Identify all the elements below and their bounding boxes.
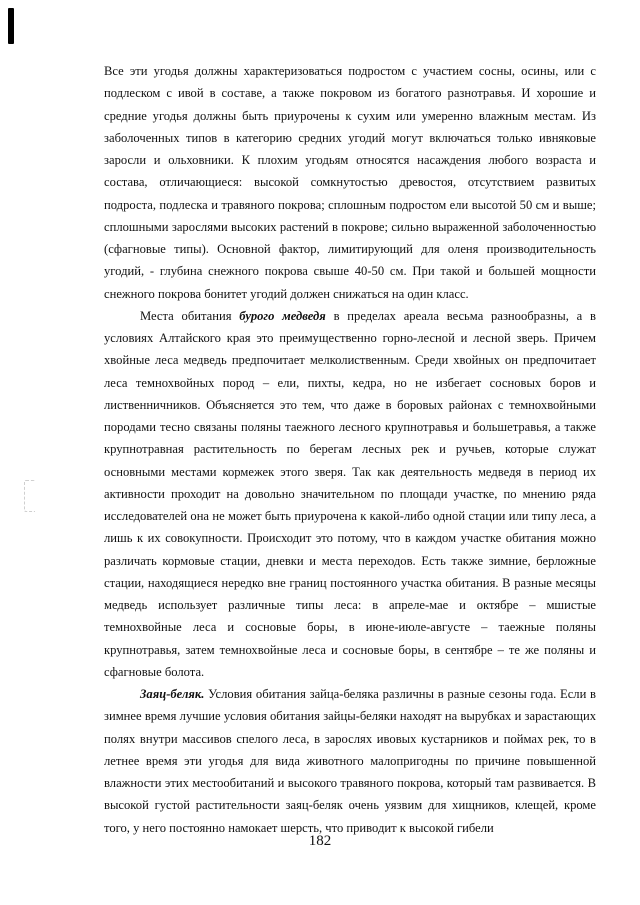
scan-edge-bar: [8, 8, 14, 44]
paragraph-brown-bear-lead: Места обитания: [140, 308, 240, 323]
term-brown-bear: бурого медведя: [239, 308, 326, 323]
paragraph-brown-bear: [104, 305, 596, 683]
paragraph-brown-bear-body: в пределах ареала весьма разнообразны, а в условиях Алтайского края это преимущественно горно-лесной и лесной зверь. Причем хвойные леса медведь предпочитает мелколиственным. Среди хвойных он предпочитает леса темнохвойных пород – ели, пихты, кедра, но не избегает сосновых боров и лиственничников. Объясняется это тем, что даже в боровых районах с темнохвойными породами тесно связаны поляны таежного лесного крупнотравья и большетравья, а также крупнотравная растительность по берегам лесных рек и ручьев, которые служат основными местами кормежек этого зверя. Так как деятельность медведя в период их активности проходит на довольно значительном по площади участке, по мнению ряда исследователей она не может быть приурочена к какой-либо одной стации или типу леса, а лишь к их совокупности. Происходит это потому, что в каждом участке обитания можно различать кормовые стации, дневки и места переходов. Есть также зимние, берложные стации, находящиеся нередко вне границ постоянного участка обитания. В разные месяцы медведь использует различные типы леса: в апреле-мае и октябре – мшистые темнохвойные леса и сосновые боры, в июне-июле-августе – таежные поляны крупнотравья, затем темнохвойные леса и сосновые боры, в сентябре – те же поляны и сфагновые болота.: [104, 308, 596, 679]
page-number: 182: [308, 833, 332, 849]
scan-margin-mark: [24, 480, 35, 512]
paragraph-hare-body: Условия обитания зайца-беляка различны в разные сезоны года. Если в зимнее время лучшие условия обитания зайцы-беляки находят на вырубках и зарастающих полях внутри массивов спелого леса, в зарослях ивовых кустарников и поймах рек, то в летнее время эти угодья для вида животного малопригодны по причине повышенной влажности этих местообитаний и высокого травяного покрова, который там развивается. В высокой густой растительности заяц-беляк очень уязвим для хищников, клещей, кроме того, у него постоянно намокает шерсть, что приводит к высокой гибели: [104, 687, 596, 835]
paragraph-deer-habitat: Все эти угодья должны характеризоваться подростом с участием сосны, осины, или с подлеском с ивой в составе, а также покровом из богатого разнотравья. И хорошие и средние угодья должны быть приурочены к сухим или умеренно влажным местам. Из заболоченных типов в категорию средних угодий могут включаться только ивняковые заросли и ольховники. К плохим угодьям относятся насаждения любого возраста и состава, отличающиеся: высокой сомкнутостью древостоя, отсутствием развитых подроста, подлеска и травяного покрова; сплошным подростом ели высотой 50 см и выше; сплошными зарослями высоких растений в покрове; сильно выраженной заболоченностью (сфагновые типы). Основной фактор, лимитирующий для оленя производительность угодий, - глубина снежного покрова свыше 40-50 см. При такой и большей мощности снежного покрова бонитет угодий должен снижаться на один класс.: [104, 64, 596, 301]
page-body: [104, 60, 596, 839]
paragraph-hare: [104, 683, 596, 839]
term-hare: Заяц-беляк.: [140, 687, 205, 701]
